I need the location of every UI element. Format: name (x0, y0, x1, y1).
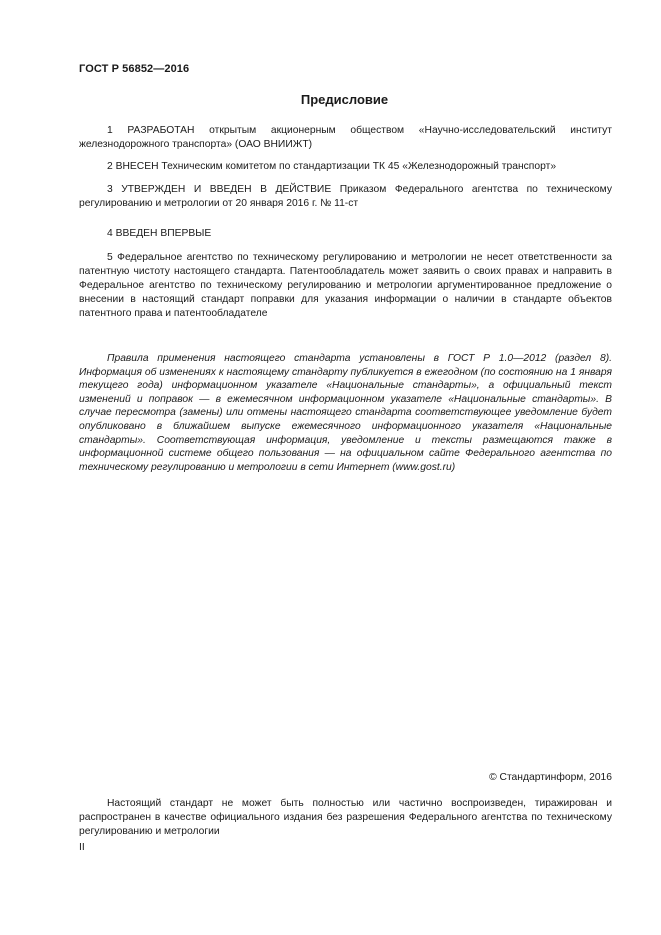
preface-item-5: 5 Федеральное агентство по техническому регулированию и метрологии не несет ответственности за патентную чистоту настоящего стандарта. Патентообладатель может заявить о своих правах и направить в Федеральное агентство по техническому регулированию и метрологии аргументированное предложение о внесении в настоящий стандарт поправки для указания информации о наличии в стандарте объектов патентного права и патентообладателе (79, 252, 612, 319)
preface-item-1: 1 РАЗРАБОТАН открытым акционерным обществом «Научно-исследовательский институт железнодорожного транспорта» (ОАО ВНИИЖТ) (79, 125, 612, 150)
reproduction-note: Настоящий стандарт не может быть полностью или частично воспроизведен, тиражирован и распространен в качестве официального издания без разрешения Федерального агентства по техническому регулированию и метрологии (79, 798, 612, 837)
copyright: © Стандартинформ, 2016 (489, 772, 612, 783)
preface-item-3: 3 УТВЕРЖДЕН И ВВЕДЕН В ДЕЙСТВИЕ Приказом Федерального агентства по техническому регулированию и метрологии от 20 января 2016 г. № 11-ст (79, 184, 612, 209)
preface-title (0, 92, 661, 107)
preface-title-text: Предисловие (300, 92, 389, 107)
page-number: II (79, 842, 85, 853)
standard-code: ГОСТ Р 56852—2016 (79, 63, 190, 75)
publication-notice: Правила применения настоящего стандарта установлены в ГОСТ Р 1.0—2012 (раздел 8). Информация об изменениях к настоящему стандарту публикуется в ежегодном (по состоянию на 1 января текущего года) информационном указателе «Национальные стандарты», а официальный текст изменений и поправок — в ежемесячном информационном указателе «Национальные стандарты». В случае пересмотра (замены) или отмены настоящего стандарта соответствующее уведомление будет опубликовано в ближайшем выпуске ежемесячного информационного указателя «Национальные стандарты». Соответствующая информация, уведомление и тексты размещаются также в информационной системе общего пользования — на официальном сайте Федерального агентства по техническому регулированию и метрологии в сети Интернет (www.gost.ru) (79, 353, 612, 473)
preface-item-4: 4 ВВЕДЕН ВПЕРВЫЕ (107, 228, 212, 239)
preface-item-2: 2 ВНЕСЕН Техническим комитетом по стандартизации ТК 45 «Железнодорожный транспорт» (107, 161, 557, 172)
